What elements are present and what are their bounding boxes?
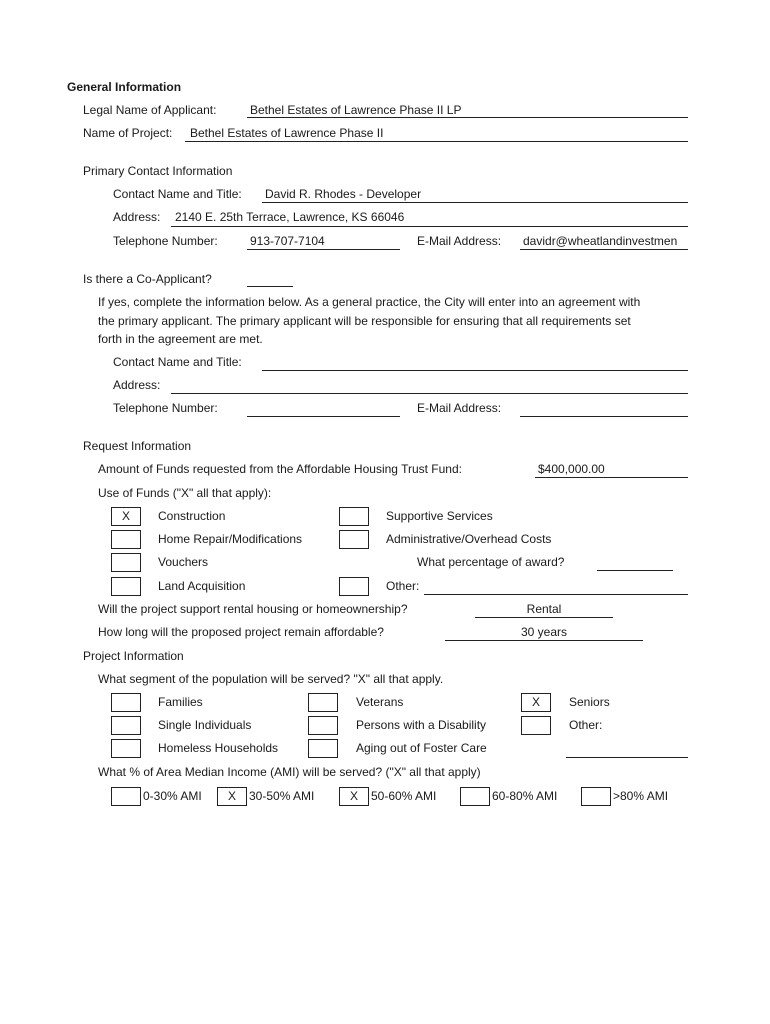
project-name-label: Name of Project: — [83, 126, 173, 140]
seniors-checkbox[interactable]: X — [521, 693, 551, 712]
project-name-line — [185, 141, 688, 142]
ami-80-plus-label: >80% AMI — [613, 789, 669, 803]
segment-other-label: Other: — [569, 718, 603, 732]
phone-label: Telephone Number: — [113, 234, 218, 248]
contact-name-line — [262, 202, 688, 203]
land-acquisition-label: Land Acquisition — [158, 579, 246, 593]
ami-60-80-checkbox[interactable] — [460, 787, 490, 806]
ami-30-50-checkbox[interactable]: X — [217, 787, 247, 806]
seniors-label: Seniors — [569, 695, 610, 709]
construction-checkbox[interactable]: X — [111, 507, 141, 526]
co-contact-name-line — [262, 370, 688, 371]
address-field[interactable]: 2140 E. 25th Terrace, Lawrence, KS 66046 — [175, 210, 405, 224]
tenure-field[interactable]: Rental — [526, 602, 562, 616]
project-name-field[interactable]: Bethel Estates of Lawrence Phase II — [190, 126, 384, 140]
affordable-line — [445, 640, 643, 641]
homeless-label: Homeless Households — [158, 741, 279, 755]
tenure-label: Will the project support rental housing or homeownership? — [98, 602, 408, 616]
co-applicant-line — [247, 286, 293, 287]
single-individuals-checkbox[interactable] — [111, 716, 141, 735]
co-email-label: E-Mail Address: — [417, 401, 502, 415]
address-line — [171, 226, 688, 227]
land-acquisition-checkbox[interactable] — [111, 577, 141, 596]
disability-label: Persons with a Disability — [356, 718, 487, 732]
affordable-label: How long will the proposed project remain affordable? — [98, 625, 384, 639]
email-label: E-Mail Address: — [417, 234, 502, 248]
admin-overhead-label: Administrative/Overhead Costs — [386, 532, 552, 546]
percentage-line — [597, 570, 673, 571]
phone-line — [247, 249, 400, 250]
home-repair-label: Home Repair/Modifications — [158, 532, 303, 546]
segment-label: What segment of the population will be served? "X" all that apply. — [98, 672, 444, 686]
ami-50-60-label: 50-60% AMI — [371, 789, 437, 803]
supportive-services-checkbox[interactable] — [339, 507, 369, 526]
contact-name-label: Contact Name and Title: — [113, 187, 242, 201]
other-use-label: Other: — [386, 579, 420, 593]
ami-label: What % of Area Median Income (AMI) will be served? ("X" all that apply) — [98, 765, 481, 779]
construction-label: Construction — [158, 509, 226, 523]
affordable-field[interactable]: 30 years — [520, 625, 568, 639]
phone-field[interactable]: 913-707-7104 — [250, 234, 325, 248]
general-heading: General Information — [67, 80, 182, 94]
co-applicant-instructions-3: forth in the agreement are met. — [98, 332, 263, 346]
families-checkbox[interactable] — [111, 693, 141, 712]
co-applicant-question: Is there a Co-Applicant? — [83, 272, 212, 286]
co-address-label: Address: — [113, 378, 161, 392]
homeless-checkbox[interactable] — [111, 739, 141, 758]
co-email-line — [520, 416, 688, 417]
legal-name-field[interactable]: Bethel Estates of Lawrence Phase II LP — [250, 103, 462, 117]
percentage-label: What percentage of award? — [417, 555, 565, 569]
segment-other-checkbox[interactable] — [521, 716, 551, 735]
ami-60-80-label: 60-80% AMI — [492, 789, 558, 803]
vouchers-checkbox[interactable] — [111, 553, 141, 572]
admin-overhead-checkbox[interactable] — [339, 530, 369, 549]
address-label: Address: — [113, 210, 161, 224]
contact-name-field[interactable]: David R. Rhodes - Developer — [265, 187, 422, 201]
ami-50-60-checkbox[interactable]: X — [339, 787, 369, 806]
segment-other-line — [566, 757, 688, 758]
veterans-label: Veterans — [356, 695, 404, 709]
primary-contact-heading: Primary Contact Information — [83, 164, 233, 178]
legal-name-label: Legal Name of Applicant: — [83, 103, 217, 117]
amount-line — [535, 477, 688, 478]
ami-0-30-label: 0-30% AMI — [143, 789, 202, 803]
co-address-line — [171, 393, 688, 394]
co-contact-name-label: Contact Name and Title: — [113, 355, 242, 369]
amount-field[interactable]: $400,000.00 — [538, 462, 605, 476]
single-individuals-label: Single Individuals — [158, 718, 252, 732]
veterans-checkbox[interactable] — [308, 693, 338, 712]
foster-care-label: Aging out of Foster Care — [356, 741, 487, 755]
request-heading: Request Information — [83, 439, 192, 453]
other-use-checkbox[interactable] — [339, 577, 369, 596]
vouchers-label: Vouchers — [158, 555, 209, 569]
foster-care-checkbox[interactable] — [308, 739, 338, 758]
legal-name-line — [247, 117, 688, 118]
co-applicant-instructions-2: the primary applicant. The primary applicant will be responsible for ensuring that all requirements set — [98, 314, 631, 328]
other-use-line — [424, 594, 688, 595]
co-applicant-instructions-1: If yes, complete the information below. As a general practice, the City will enter into an agreement with — [98, 295, 641, 309]
supportive-services-label: Supportive Services — [386, 509, 493, 523]
ami-0-30-checkbox[interactable] — [111, 787, 141, 806]
tenure-line — [475, 617, 613, 618]
ami-30-50-label: 30-50% AMI — [249, 789, 315, 803]
amount-label: Amount of Funds requested from the Affordable Housing Trust Fund: — [98, 462, 462, 476]
ami-80-plus-checkbox[interactable] — [581, 787, 611, 806]
use-of-funds-label: Use of Funds ("X" all that apply): — [98, 486, 272, 500]
co-phone-line — [247, 416, 400, 417]
co-phone-label: Telephone Number: — [113, 401, 218, 415]
email-field[interactable]: davidr@wheatlandinvestmen — [523, 234, 678, 248]
disability-checkbox[interactable] — [308, 716, 338, 735]
home-repair-checkbox[interactable] — [111, 530, 141, 549]
project-heading: Project Information — [83, 649, 184, 663]
email-line — [520, 249, 688, 250]
families-label: Families — [158, 695, 203, 709]
